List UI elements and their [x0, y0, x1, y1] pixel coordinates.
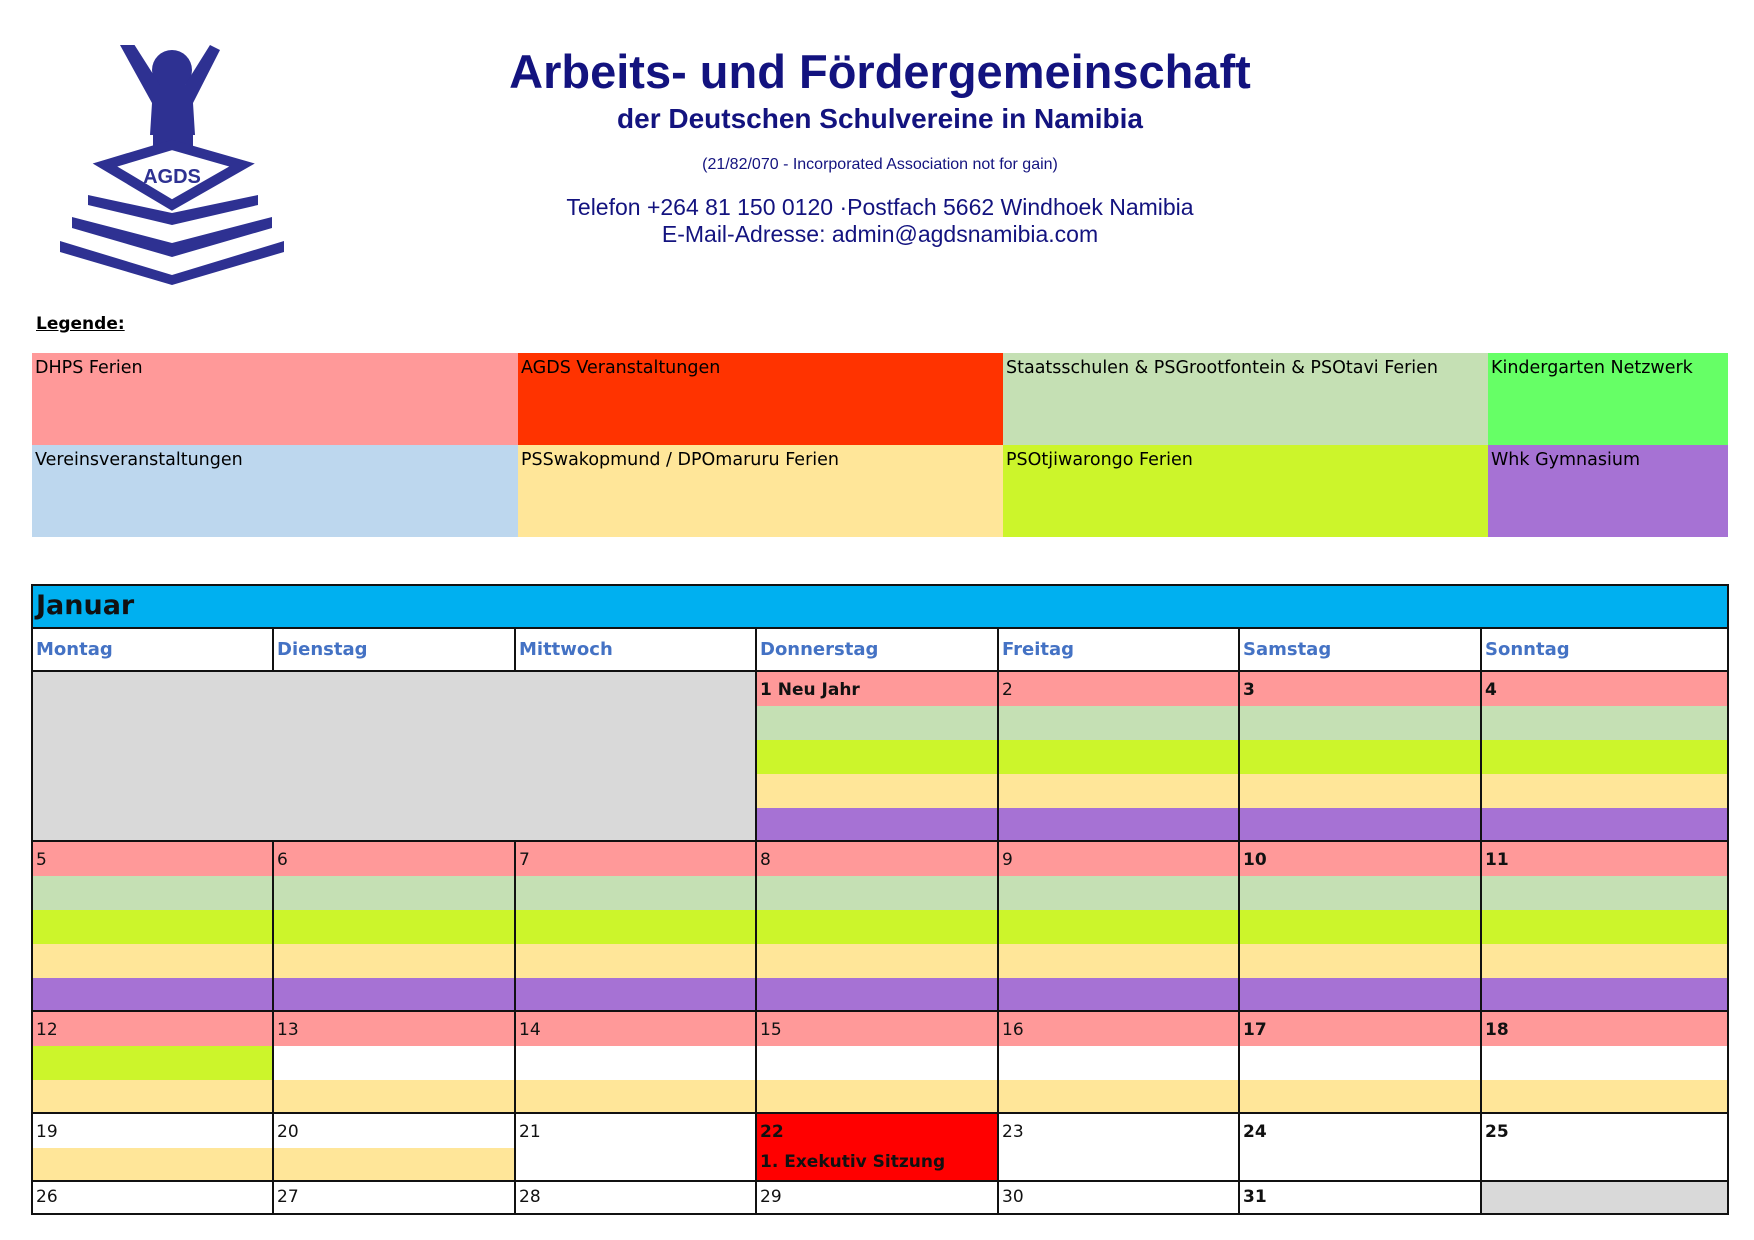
- weekday-samstag: [1240, 629, 1482, 672]
- day-cell-17[interactable]: [1240, 1012, 1482, 1114]
- day-number: 4: [1485, 680, 1497, 700]
- day-number: 22: [760, 1122, 784, 1142]
- day-cell-4[interactable]: [1482, 672, 1727, 842]
- day-number: 6: [277, 850, 288, 870]
- day-cell-18[interactable]: [1482, 1012, 1727, 1114]
- day-number: 24: [1243, 1122, 1267, 1142]
- day-cell-24[interactable]: [1240, 1114, 1482, 1182]
- weekday-label: Donnerstag: [760, 639, 879, 660]
- calendar-january: [31, 584, 1729, 1215]
- day-number: 11: [1485, 850, 1509, 870]
- legend-item-verein: Vereinsveranstaltungen: [32, 445, 518, 537]
- day-number: 16: [1002, 1020, 1024, 1040]
- org-registration: (21/82/070 - Incorporated Association not for gain): [702, 156, 1058, 173]
- day-cell-6[interactable]: [274, 842, 516, 1012]
- legend-item-agds: AGDS Veranstaltungen: [518, 353, 1003, 445]
- org-title: Arbeits- und Fördergemeinschaft: [509, 45, 1251, 98]
- day-number: 25: [1485, 1122, 1509, 1142]
- day-cell-16[interactable]: [999, 1012, 1240, 1114]
- day-cell-5[interactable]: [33, 842, 274, 1012]
- legend-item-staatsschulen: Staatsschulen & PSGrootfontein & PSOtavi Ferien: [1003, 353, 1488, 445]
- weekday-dienstag: [274, 629, 516, 672]
- day-cell-12[interactable]: [33, 1012, 274, 1114]
- day-number: 7: [519, 850, 530, 870]
- org-subtitle: der Deutschen Schulvereine in Namibia: [617, 103, 1143, 134]
- day-cell-20[interactable]: [274, 1114, 516, 1182]
- weekday-label: Dienstag: [277, 639, 368, 660]
- agds-logo: [60, 45, 285, 285]
- day-number: 31: [1243, 1187, 1267, 1207]
- day-cell-2[interactable]: [999, 672, 1240, 842]
- day-number: 17: [1243, 1020, 1267, 1040]
- weekday-label: Mittwoch: [519, 639, 613, 660]
- day-cell-1[interactable]: [757, 672, 999, 842]
- weekday-label: Freitag: [1002, 639, 1075, 660]
- weekday-mittwoch: [516, 629, 757, 672]
- empty-day: [1482, 1182, 1727, 1213]
- legend-item-kindergarten: Kindergarten Netzwerk: [1488, 353, 1728, 445]
- day-cell-10[interactable]: [1240, 842, 1482, 1012]
- day-cell-28[interactable]: [516, 1182, 757, 1213]
- legend: [32, 353, 1728, 537]
- day-number: 1 Neu Jahr: [760, 680, 860, 700]
- day-number: 21: [519, 1122, 541, 1142]
- day-cell-29[interactable]: [757, 1182, 999, 1213]
- day-number: 18: [1485, 1020, 1509, 1040]
- legend-title: Legende:: [36, 314, 125, 334]
- event-exekutiv-sitzung[interactable]: 1. Exekutiv Sitzung: [760, 1152, 946, 1172]
- day-cell-7[interactable]: [516, 842, 757, 1012]
- day-cell-21[interactable]: [516, 1114, 757, 1182]
- weekday-label: Sonntag: [1485, 639, 1570, 660]
- empty-days: [33, 672, 757, 842]
- day-number: 23: [1002, 1122, 1024, 1142]
- weekday-label: Montag: [36, 639, 113, 660]
- month-title: Januar: [36, 590, 135, 621]
- day-number: 5: [36, 850, 47, 870]
- day-number: 20: [277, 1122, 299, 1142]
- logo-text: AGDS: [143, 166, 201, 188]
- day-number: 19: [36, 1122, 58, 1142]
- day-number: 26: [36, 1187, 58, 1207]
- day-cell-31[interactable]: [1240, 1182, 1482, 1213]
- day-number: 30: [1002, 1187, 1024, 1207]
- month-header: [33, 586, 1727, 629]
- day-number: 13: [277, 1020, 299, 1040]
- day-cell-13[interactable]: [274, 1012, 516, 1114]
- day-cell-25[interactable]: [1482, 1114, 1727, 1182]
- day-number: 10: [1243, 850, 1267, 870]
- day-cell-9[interactable]: [999, 842, 1240, 1012]
- day-number: 29: [760, 1187, 782, 1207]
- day-cell-23[interactable]: [999, 1114, 1240, 1182]
- weekday-donnerstag: [757, 629, 999, 672]
- weekday-freitag: [999, 629, 1240, 672]
- day-cell-27[interactable]: [274, 1182, 516, 1213]
- org-telephone: Telefon +264 81 150 0120 ·Postfach 5662 Windhoek Namibia: [566, 194, 1194, 220]
- weekday-sonntag: [1482, 629, 1727, 672]
- org-email: E-Mail-Adresse: admin@agdsnamibia.com: [661, 221, 1099, 247]
- legend-item-whk-gymnasium: Whk Gymnasium: [1488, 445, 1728, 537]
- day-number: 9: [1002, 850, 1013, 870]
- day-cell-15[interactable]: [757, 1012, 999, 1114]
- day-number: 8: [760, 850, 771, 870]
- legend-item-dhps: DHPS Ferien: [32, 353, 518, 445]
- weekday-montag: [33, 629, 274, 672]
- day-cell-19[interactable]: [33, 1114, 274, 1182]
- day-cell-11[interactable]: [1482, 842, 1727, 1012]
- day-number: 28: [519, 1187, 541, 1207]
- day-number: 14: [519, 1020, 541, 1040]
- day-number: 12: [36, 1020, 58, 1040]
- day-cell-8[interactable]: [757, 842, 999, 1012]
- day-cell-22[interactable]: [757, 1114, 999, 1182]
- day-cell-14[interactable]: [516, 1012, 757, 1114]
- day-number: 3: [1243, 680, 1255, 700]
- day-cell-3[interactable]: [1240, 672, 1482, 842]
- day-cell-30[interactable]: [999, 1182, 1240, 1213]
- weekday-label: Samstag: [1243, 639, 1332, 660]
- legend-item-psswakopmund: PSSwakopmund / DPOmaruru Ferien: [518, 445, 1003, 537]
- day-cell-26[interactable]: [33, 1182, 274, 1213]
- day-number: 27: [277, 1187, 299, 1207]
- day-number: 15: [760, 1020, 782, 1040]
- legend-item-psotjiwarongo: PSOtjiwarongo Ferien: [1003, 445, 1488, 537]
- day-number: 2: [1002, 680, 1013, 700]
